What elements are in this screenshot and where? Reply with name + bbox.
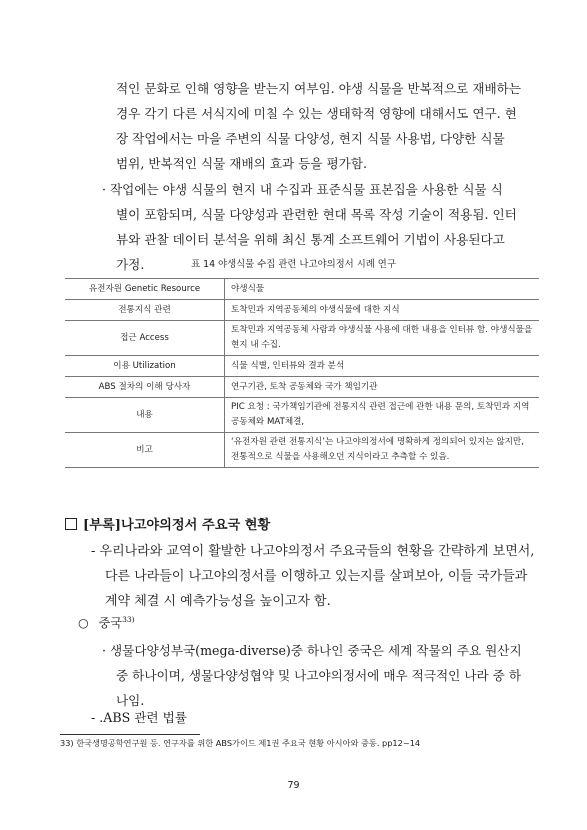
table-row bbox=[65, 356, 539, 377]
row-key: 유전자원 Genetic Resource bbox=[65, 279, 225, 300]
text-line: 가정. bbox=[116, 257, 145, 272]
table-row bbox=[65, 300, 539, 321]
table-row bbox=[65, 279, 539, 300]
text-line: - 우리나라와 교역이 활발한 나고야의정서 주요국들의 현황을 간략하게 보면서, bbox=[91, 544, 535, 559]
text-line: 나임. bbox=[116, 693, 145, 708]
text-line: 별이 포함되며, 식물 다양성과 관련한 현대 목록 작성 기술이 적용됨. 인터 bbox=[116, 207, 517, 222]
checkbox-square-icon bbox=[65, 518, 77, 530]
text-line: 경우 각기 다른 서식지에 미칠 수 있는 생태학적 영향에 대해서도 연구. 현 bbox=[116, 106, 517, 121]
text-line: 중 하나이며, 생물다양성협약 및 나고야의정서에 매우 적극적인 나라 중 하 bbox=[116, 668, 521, 683]
case-study-table bbox=[65, 278, 539, 468]
table-caption: 표 14 야생식물 수집 관련 나고야의정서 시례 연구 bbox=[191, 259, 396, 270]
table-row bbox=[65, 321, 539, 356]
text-line: · 생물다양성부국(mega-diverse)중 하나인 중국은 세계 작물의 주요 원산지 bbox=[102, 643, 522, 658]
text-line: 범위, 반복적인 식물 재배의 효과 등을 평가함. bbox=[116, 156, 368, 171]
abs-law-line: - .ABS 관련 법률 bbox=[91, 710, 187, 725]
table-row bbox=[65, 398, 539, 433]
text-line: 뷰와 관찰 데이터 분석을 위해 최신 통계 소프트웨어 기법이 사용된다고 bbox=[116, 232, 505, 247]
row-value: 식물 식별, 인터뷰와 결과 분석 bbox=[225, 356, 540, 377]
row-key: ABS 절차의 이해 당사자 bbox=[65, 377, 225, 398]
section-title: [부록]나고야의정서 주요국 현황 bbox=[83, 518, 271, 533]
row-key: 내용 bbox=[65, 398, 225, 433]
row-key: 접근 Access bbox=[65, 321, 225, 356]
text-line: 장 작업에서는 마을 주변의 식물 다양성, 현지 식물 사용법, 다양한 식물 bbox=[116, 131, 505, 146]
footnote-ref: 33) bbox=[122, 614, 135, 624]
text-line: 계약 체결 시 예측가능성을 높이고자 함. bbox=[105, 594, 331, 609]
row-value: PIC 요청 : 국가책임기관에 전통지식 관련 접근에 관한 내용 문의, 토착민과 지역공동체와 MAT체결, bbox=[225, 398, 540, 433]
footnote: 33) 한국생명공학연구원 등. 연구자를 위한 ABS가이드 제1권 주요국 현황 아시아와 중동. pp12~14 bbox=[60, 738, 421, 748]
row-key: 비고 bbox=[65, 433, 225, 468]
circle-marker: ○ bbox=[78, 616, 89, 630]
table-row bbox=[65, 433, 539, 468]
paragraph-continued bbox=[116, 76, 521, 176]
row-value: 토착민과 지역공동체 사람과 야생식물 사용에 대한 내용을 인터뷰 함. 야생식물을 현지 내 수집. bbox=[225, 321, 540, 356]
text-line: 다른 나라들이 나고야의정서를 이행하고 있는지를 살펴보아, 이들 국가들과 bbox=[105, 569, 528, 584]
text-line: · 작업에는 야생 식물의 현지 내 수집과 표준식물 표본집을 사용한 식물 식 bbox=[102, 182, 503, 197]
row-value: 토착민과 지역공동체의 야생식물에 대한 지식 bbox=[225, 300, 540, 321]
row-key: 전통지식 관련 bbox=[65, 300, 225, 321]
footnote-divider bbox=[60, 734, 200, 735]
row-value: ‘유전자원 관련 전통지식’는 나고야의정서에 명확하게 정의되어 있지는 않지만, 전통적으로 식물을 사용해오던 지식이라고 추측할 수 있음. bbox=[225, 433, 540, 468]
page-number: 79 bbox=[287, 780, 300, 791]
row-key: 이용 Utilization bbox=[65, 356, 225, 377]
row-value: 연구기관, 토착 공동체와 국가 책임기관 bbox=[225, 377, 540, 398]
china-paragraph bbox=[102, 638, 522, 713]
subsection-label: 중국 bbox=[98, 616, 123, 630]
section-heading bbox=[65, 514, 270, 533]
table-row bbox=[65, 377, 539, 398]
row-value: 야생식물 bbox=[225, 279, 540, 300]
subsection-heading bbox=[78, 614, 135, 631]
section-paragraph bbox=[91, 539, 534, 614]
text-line: 적인 문화로 인해 영향을 받는지 여부임. 야생 식물을 반복적으로 재배하는 bbox=[116, 81, 521, 96]
